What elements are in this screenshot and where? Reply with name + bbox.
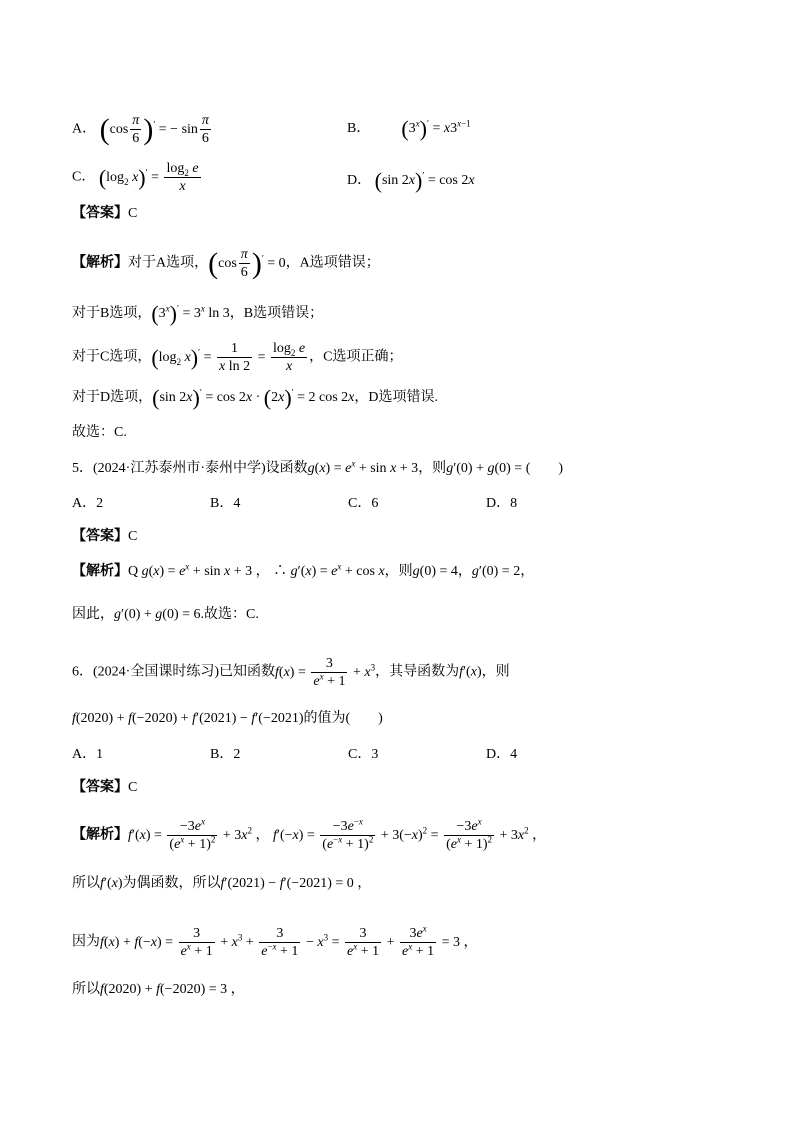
q6-analysis-line1: 【解析】f′(x) = $\frac{-3e^x}{(e^x + 1)^2}$ + $3x^2$ ， f′(−x) = $\frac{-3e^{-x}}{(e^{-x} + 1)^2}$ + $3(-x)^2$ = $\frac{-3e^x}{(e^x + 1)^2}$ + $3x^2$ ， — [72, 816, 547, 852]
q4-analysis-line2: 对于B选项，$(3^x)' = 3^x$ ln 3，B选项错误； — [72, 301, 324, 326]
q5-analysis-line1: 【解析】Q $g(x) = e^x + \sin x + 3$ ， ∴ $g'(x) = e^x + \cos x$，则g(0) = 4，g′(0) = 2， — [72, 561, 535, 579]
q6-options: A．1 B．2 C．3 D．4 — [72, 747, 518, 762]
q4-analysis-line4: 对于D选项，(sin 2x)′ = cos 2x · (2x)′ = 2 cos 2x，D选项错误. — [72, 385, 439, 410]
q5-options: A．2 B．4 C．6 D．8 — [72, 496, 518, 511]
q6-analysis-line2: 所以f′(x)为偶函数，所以f′(2021) − f′(−2021) = 0 ， — [72, 876, 372, 891]
q4-option-b: B． $(3^x)' = x3^{x-1}$ — [347, 116, 471, 141]
q6-analysis-line3: 因为f(x) + f(−x) = $\frac{3}{e^x + 1}$ + $x^3$ + $\frac{3}{e^{-x} + 1}$ − $x^3$ = $\frac{3}{e^x + 1}$ + $\frac{3e^x}{e^x + 1}$ = 3 ， — [72, 923, 478, 959]
q5-analysis-line2: 因此，g′(0) + g(0) = 6.故选：C. — [72, 607, 259, 622]
q6-answer: 【答案】C — [72, 780, 138, 795]
q6-stem-line2: f(2020) + f(−2020) + f′(2021) − f′(−2021)的值为( ) — [72, 711, 383, 726]
q5-answer: 【答案】C — [72, 529, 138, 544]
q4-conclusion: 故选：C. — [72, 425, 127, 440]
q4-analysis-line3: 对于C选项，($\log_2$ x)′ = $\frac{1}{\text{x ln 2}}$ = $\frac{\log_2 e}{x}$ ，C选项正确； — [72, 341, 403, 374]
q4-analysis-line1: 【解析】对于A选项，(cos $\frac{\pi}{6}$ )′ = 0，A选项错误； — [72, 246, 380, 280]
q6-stem-line1: 6．(2024·全国课时练习)已知函数f(x) = $\frac{3}{e^x + 1}$ + $x^3$，其导函数为f′(x)，则 — [72, 656, 510, 689]
q4-option-a: A． (cos $\frac{\pi}{6}$ )′ = − sin $\frac{\pi}{6}$ — [72, 112, 209, 146]
q4-option-c: C． ($\log_2$ x)′ = $\frac{\log_2 e}{x}$ — [72, 161, 199, 194]
q4-option-d: D． (sin 2x)′ = cos 2x — [347, 168, 475, 193]
q5-stem: 5．(2024·江苏泰州市·泰州中学)设函数$g(x) = e^x + \sin x + 3$，则g′(0) + g(0) = ( ) — [72, 458, 564, 476]
q6-analysis-line4: 所以f(2020) + f(−2020) = 3 ， — [72, 982, 245, 997]
q4-answer: 【答案】C — [72, 206, 138, 221]
